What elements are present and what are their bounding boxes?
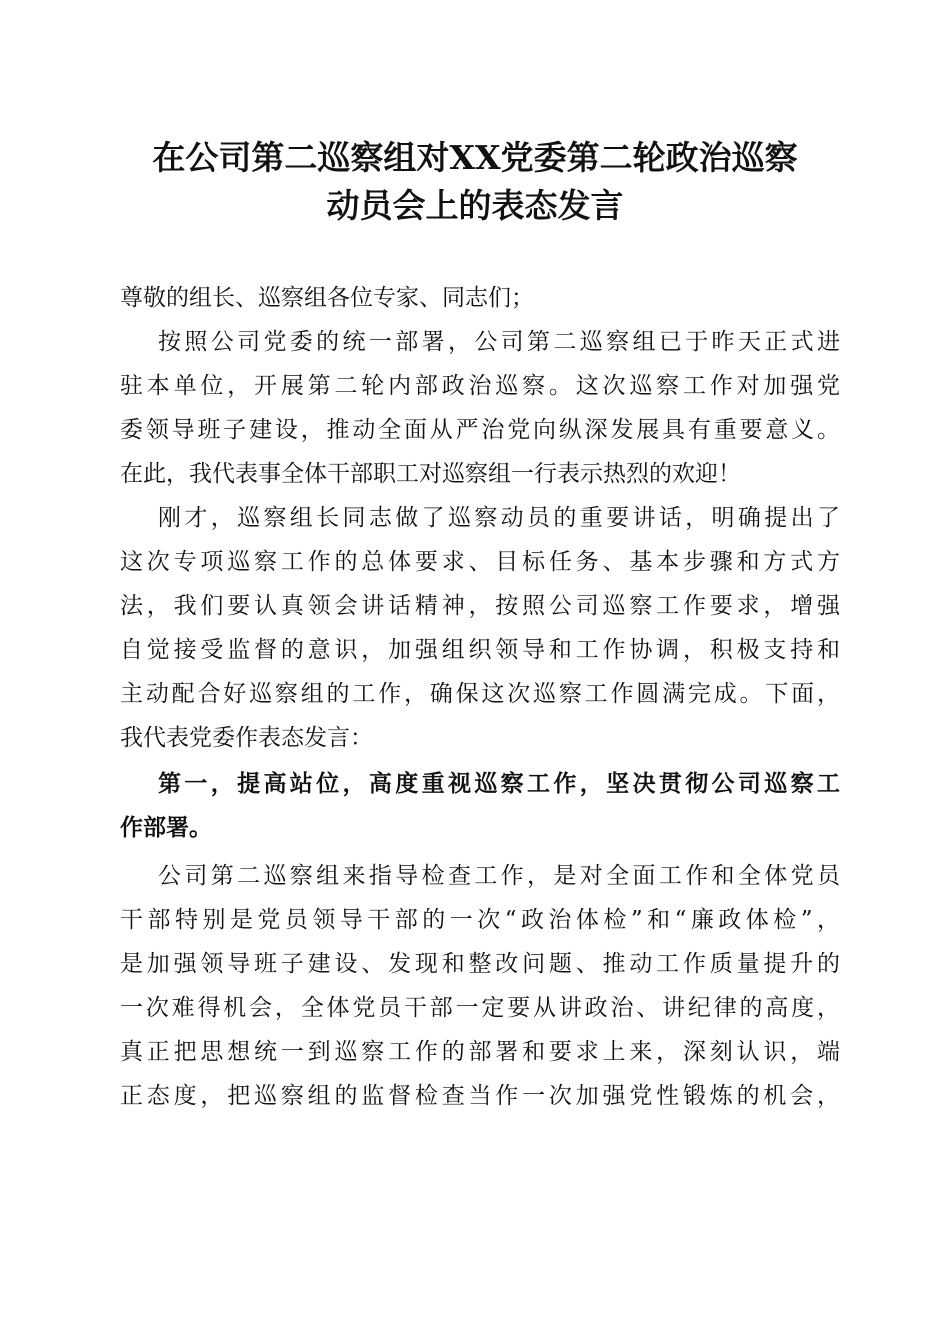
paragraph-2-line-5: 主动配合好巡察组的工作，确保这次巡察工作圆满完成。下面，	[120, 681, 840, 707]
paragraph-2-line-6: 我代表党委作表态发言：	[120, 725, 373, 751]
paragraph-4-line-6: 正态度，把巡察组的监督检查当作一次加强党性锻炼的机会，	[120, 1083, 840, 1109]
paragraph-2-line-4: 自觉接受监督的意识，加强组织领导和工作协调，积极支持和	[120, 637, 840, 663]
paragraph-2-line-2: 这次专项巡察工作的总体要求、目标任务、基本步骤和方式方	[120, 549, 840, 575]
paragraph-4-line-5: 真正把思想统一到巡察工作的部署和要求上来，深刻认识，端	[120, 1039, 840, 1065]
paragraph-1-line-4: 在此，我代表事全体干部职工对巡察组一行表示热烈的欢迎！	[120, 461, 741, 487]
paragraph-2-line-1: 刚才，巡察组长同志做了巡察动员的重要讲话，明确提出了	[158, 505, 840, 531]
paragraph-4-line-1: 公司第二巡察组来指导检查工作，是对全面工作和全体党员	[158, 863, 840, 889]
paragraph-4-line-2: 干部特别是党员领导干部的一次“政治体检”和“廉政体检”，	[120, 907, 840, 933]
salutation: 尊敬的组长、巡察组各位专家、同志们；	[120, 285, 534, 311]
paragraph-4-line-3: 是加强领导班子建设、发现和整改问题、推动工作质量提升的	[120, 951, 840, 977]
paragraph-1-line-1: 按照公司党委的统一部署，公司第二巡察组已于昨天正式进	[158, 329, 840, 355]
section-heading-line-2: 作部署。	[120, 814, 212, 841]
paragraph-4-line-4: 一次难得机会，全体党员干部一定要从讲政治、讲纪律的高度，	[120, 995, 840, 1021]
document-title-line-2: 动员会上的表态发言	[326, 186, 624, 225]
document-title-line-1: 在公司第二巡察组对XX党委第二轮政治巡察	[152, 138, 798, 177]
paragraph-1-line-2: 驻本单位，开展第二轮内部政治巡察。这次巡察工作对加强党	[120, 373, 840, 399]
paragraph-2-line-3: 法，我们要认真领会讲话精神，按照公司巡察工作要求，增强	[120, 593, 840, 619]
section-heading-line-1: 第一，提高站位，高度重视巡察工作，坚决贯彻公司巡察工	[158, 770, 840, 797]
paragraph-1-line-3: 委领导班子建设，推动全面从严治党向纵深发展具有重要意义。	[120, 417, 840, 443]
